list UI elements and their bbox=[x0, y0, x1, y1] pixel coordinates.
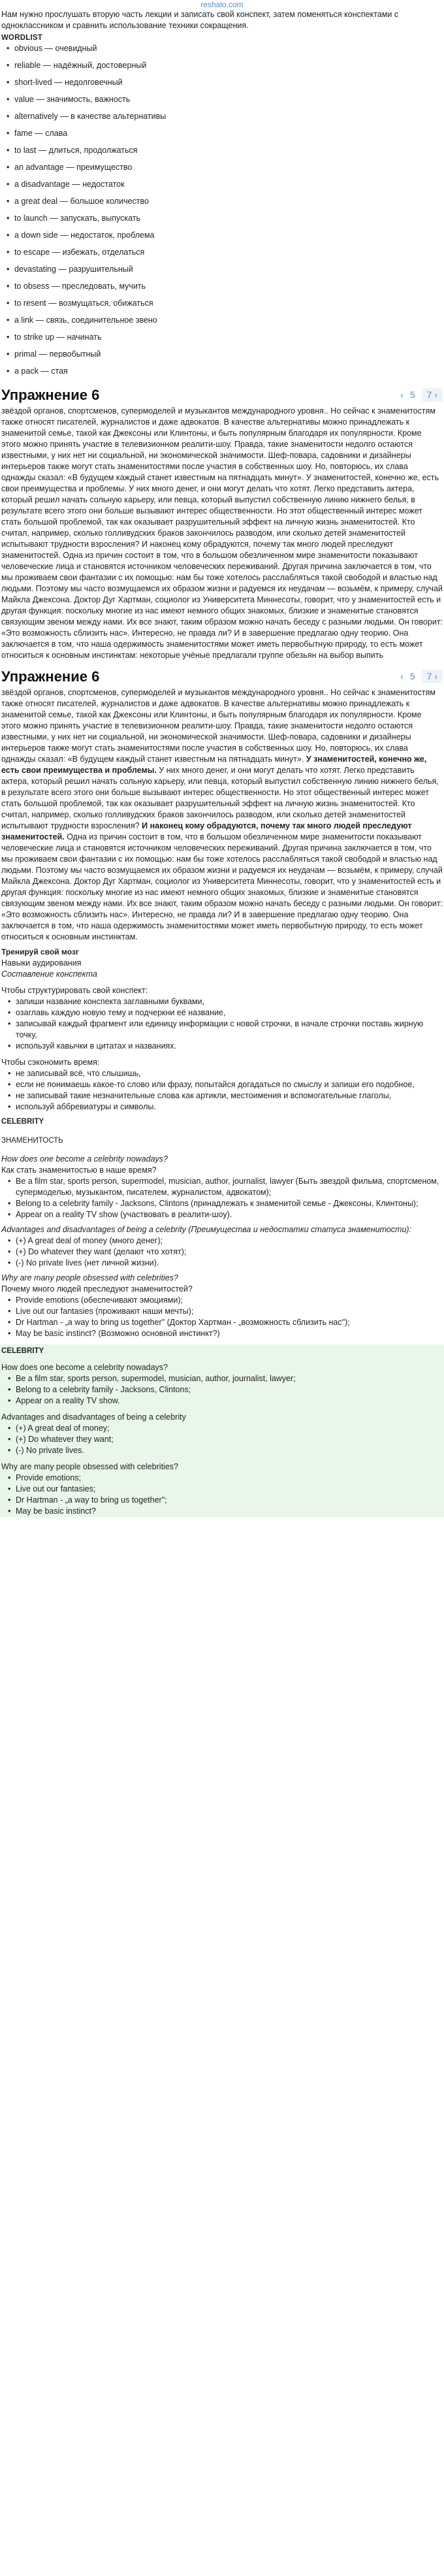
exercise-title: Упражнение 6 bbox=[1, 386, 100, 403]
list-item: • Provide emotions; bbox=[1, 1473, 443, 1484]
wordlist-item: • an advantage — преимущество bbox=[0, 163, 444, 180]
green-title: CELEBRITY bbox=[1, 1347, 44, 1355]
list-item: • Appear on a reality TV show (участвовать в реалити-шоу). bbox=[1, 1209, 443, 1220]
pager-2 bbox=[400, 670, 443, 683]
green-adv-list bbox=[1, 1423, 443, 1456]
wordlist-item: • a pack — стая bbox=[0, 367, 444, 383]
why-question-ru: Почему много людей преследуют знаменитостей? bbox=[1, 1284, 193, 1294]
list-item: • Belong to a celebrity family - Jacksons, Clintons; bbox=[1, 1384, 443, 1395]
how-question-ru: Как стать знаменитостью в наше время? bbox=[1, 1166, 157, 1175]
wordlist-item: • short-lived — недолговечный bbox=[0, 78, 444, 95]
celebrity-notes-box bbox=[0, 1345, 444, 1517]
how-list bbox=[1, 1176, 443, 1220]
list-item: • (+) A great deal of money; bbox=[1, 1423, 443, 1434]
list-item: • Be a film star, sports person, supermodel, musician, author, journalist, lawyer; bbox=[1, 1373, 443, 1384]
wordlist-item: • a down side — недостаток, проблема bbox=[0, 231, 444, 248]
para-part-3: Одна из причин состоит в том, что в большом обезличенном мире знаменитости показывают человеческие лица и становятся источником человеческих переживаний. Другая причина заключается в том, что мы проживаем свои фантазии с их помощью: нам бы тоже хотелось расслабляться такой свободой и властью над людьми. Поэтому мы часто возмущаемся их образом жизни и радуемся их неудачам — возьмём, к примеру, случай Майкла Джексона. Доктор Дуг Хартман, социолог из Университета Миннесоты, говорит, что у знаменитостей есть и другая функция: поскольку многие из нас имеют немного общих знакомых, близкие и знаменитые становятся связующим звеном между нами. Их все знают, таким образом можно начать беседу с разными людьми. Он говорит: «Это возможность сблизить нас». Интересно, не правда ли? И в завершение предлагаю одну теорию. Она заключается в том, что наша одержимость знаменитостями может иметь первобытную природу, то есть может относиться к основным инстинктам. bbox=[1, 832, 443, 941]
prev-arrow-icon[interactable]: ‹ bbox=[400, 389, 404, 400]
save-list bbox=[1, 1068, 443, 1113]
pager bbox=[400, 388, 443, 402]
intro bbox=[0, 9, 444, 31]
why-list bbox=[1, 1295, 443, 1339]
wordlist-item: • fame — слава bbox=[0, 129, 444, 146]
list-item: • используй аббревиатуры и символы. bbox=[1, 1101, 443, 1113]
intro-text: Нам нужно прослушать вторую часть лекции и записать свой конспект, затем поменяться конспектами с одноклассником и сравнить использование техники сокращения. bbox=[1, 10, 399, 30]
fame-heading: ЗНАМЕНИТОСТЬ bbox=[1, 1136, 63, 1145]
exercise-title-2: Упражнение 6 bbox=[1, 668, 100, 685]
wordlist-item: • reliable — надёжный, достоверный bbox=[0, 61, 444, 78]
site-link[interactable]: reshalo.com bbox=[200, 0, 244, 9]
wordlist-item: • to escape — избежать, отделаться bbox=[0, 248, 444, 265]
exercise-text-2 bbox=[0, 687, 444, 943]
green-how-list bbox=[1, 1373, 443, 1407]
wordlist-item: • to obsess — преследовать, мучить bbox=[0, 282, 444, 299]
list-item: • Live out our fantasies (проживают наши мечты); bbox=[1, 1306, 443, 1317]
listen-label: Навыки аудирования bbox=[1, 958, 82, 968]
list-item: • Dr Hartman - „a way to bring us together"; bbox=[1, 1495, 443, 1506]
list-item: • записывай каждый фрагмент или единицу информации с новой строчки, в начале строчки поставь жирную точку, bbox=[1, 1019, 443, 1041]
list-item: • если не понимаешь какое-то слово или фразу, попытайся догадаться по смыслу и запиши его подобное, bbox=[1, 1079, 443, 1090]
structure-list bbox=[1, 996, 443, 1052]
list-item: • озаглавь каждую новую тему и подчеркни её название, bbox=[1, 1007, 443, 1019]
list-item: • не записывай такие незначительные слова как артикли, местоимения и вспомогательные глаголы, bbox=[1, 1090, 443, 1101]
green-why-list bbox=[1, 1473, 443, 1517]
list-item: • (-) No private lives (нет личной жизни). bbox=[1, 1258, 443, 1269]
wordlist-item: • obvious — очевидный bbox=[0, 44, 444, 61]
list-item: • Provide emotions (обеспечивают эмоциями); bbox=[1, 1295, 443, 1306]
wordlist-item: • devastating — разрушительный bbox=[0, 265, 444, 282]
adv-list bbox=[1, 1235, 443, 1269]
list-item: • (+) Do whatever they want (делают что хотят); bbox=[1, 1247, 443, 1258]
adv-title: Advantages and disadvantages of being a celebrity (Преимущества и недостатки статуса знаменитости): bbox=[1, 1225, 412, 1234]
wordlist-item: • value — значимость, важность bbox=[0, 95, 444, 112]
para-part-2: У них много денег, и они могут делать что хотят. Легко представить актера, который решил начать сольную карьеру, или певца, который выпустил собственную линию нижнего белья, в результате всего этого они больше вызывают интерес общественности. Но этот общественный интерес может стать большой проблемой, так как оказывает разрушительный эффект на личную жизнь знаменитостей. Кто считал, например, сколько голливудских браков закончилось разводом, или сколько детей знаменитостей испытывают трудности взросления? bbox=[1, 766, 439, 830]
compose-label: Составление конспекта bbox=[1, 970, 97, 979]
list-item: • используй кавычки в цитатах и названиях. bbox=[1, 1041, 443, 1052]
next-page-button[interactable]: 7 › bbox=[422, 670, 443, 683]
para-bold-2: И наконец кому обрадуются, почему так много людей преследуют знаменитостей. bbox=[1, 821, 412, 841]
list-item: • (+) Do whatever they want; bbox=[1, 1434, 443, 1445]
para-bold-1: У знаменитостей, конечно же, есть свои преимущества и проблемы. bbox=[1, 755, 427, 775]
exercise-header bbox=[0, 383, 444, 406]
exercise-header-2 bbox=[0, 665, 444, 687]
green-adv: Advantages and disadvantages of being a celebrity bbox=[1, 1412, 186, 1422]
list-item: • Belong to a celebrity family - Jacksons, Clintons (принадлежать к знаменитой семье - Джексоны, Клинтоны); bbox=[1, 1198, 443, 1209]
wordlist bbox=[0, 44, 444, 383]
wordlist-item: • to strike up — начинать bbox=[0, 333, 444, 350]
next-page-button[interactable]: 7 › bbox=[422, 388, 443, 402]
exercise-paragraph: звёздой органов, спортсменов, супермоделей и музыкантов международного уровня.. Но сейчас к знаменитостям также относят писателей, журналистов и даже адвокатов. В качестве альтернативы можно принадлежать к знаменитой семье, такой как Джексоны или Клинтоны, и быть популярным благодаря их популярности. Кроме этого можно принять участие в телевизионном реалити-шоу. Правда, такие знаменитости недолго остаются известными, у них нет ни социальной, ни экономической значимости. Шеф-повара, садовники и дизайнеры интерьеров также могут стать знаменитостями после участия в собственных шоу. Но, повторюсь, их слава однажды сказал: «В будущем каждый станет известным на пятнадцать минут». У знаменитостей, конечно же, есть свои преимущества и проблемы. У них много денег, и они могут делать что хотят. Легко представить актера, который решил начать сольную карьеру, или певца, который выпустил собственную линию нижнего белья, в результате всего этого они больше вызывают интерес общественности. Но этот общественный интерес может стать большой проблемой, так как оказывает разрушительный эффект на личную жизнь знаменитостей. Кто считал, например, сколько голливудских браков закончилось разводом, или сколько детей знаменитостей испытывают трудности взросления? И наконец кому обрадуются, почему так много людей преследуют знаменитостей. Одна из причин состоит в том, что в большом обезличенном мире знаменитости показывают человеческие лица и становятся источником человеческих переживаний. Другая причина заключается в том, что мы проживаем свои фантазии с их помощью: нам бы тоже хотелось расслабляться такой свободой и властью над людьми. Поэтому мы часто возмущаемся их образом жизни и радуемся их неудачам — возьмём, к примеру, случай Майкла Джексона. Доктор Дуг Хартман, социолог из Университета Миннесоты, говорит, что у знаменитостей есть и другая функция: поскольку многие из нас имеют немного общих знакомых, близкие и знаменитые становятся связующим звеном между нами. Их все знают, таким образом можно начать беседу с разными людьми. Он говорит: «Это возможность сблизить нас». Интересно, не правда ли? И в завершение предлагаю одну теорию. Она заключается в том, что наша одержимость знаменитостями может иметь первобытную природу, то есть может относиться к основным инстинктам: некоторые учёные предлагали группе обезьян на выбор выпить bbox=[1, 406, 443, 660]
prev-page-number[interactable]: 5 bbox=[409, 389, 415, 400]
save-question: Чтобы сэкономить время: bbox=[1, 1058, 100, 1067]
prev-arrow-icon[interactable]: ‹ bbox=[400, 670, 404, 681]
green-how: How does one become a celebrity nowadays? bbox=[1, 1363, 168, 1372]
wordlist-item: • to resent — возмущаться, обижаться bbox=[0, 299, 444, 316]
wordlist-item: • a link — связь, соединительное звено bbox=[0, 316, 444, 333]
wordlist-title: WORDLIST bbox=[1, 34, 42, 42]
list-item: • Dr Hartman - „a way to bring us together" (Доктор Хартман - „возможность сблизить нас"); bbox=[1, 1317, 443, 1328]
prev-page-number[interactable]: 5 bbox=[409, 670, 415, 681]
exercise-text bbox=[0, 406, 444, 661]
how-question-en: How does one become a celebrity nowadays? bbox=[1, 1154, 168, 1164]
list-item: • Live out our fantasies; bbox=[1, 1484, 443, 1495]
wordlist-item: • a great deal — большое количество bbox=[0, 197, 444, 214]
list-item: • May be basic instinct? (Возможно основной инстинкт?) bbox=[1, 1328, 443, 1339]
list-item: • (-) No private lives. bbox=[1, 1445, 443, 1456]
list-item: • запиши название конспекта заглавными буквами, bbox=[1, 996, 443, 1007]
celebrity-heading: CELEBRITY bbox=[1, 1118, 44, 1126]
structure-question: Чтобы структурировать свой конспект: bbox=[1, 986, 148, 995]
wordlist-item: • a disadvantage — недостаток bbox=[0, 180, 444, 197]
wordlist-item: • primal — первобытный bbox=[0, 350, 444, 367]
notes-section bbox=[0, 947, 444, 1339]
train-title: Тренируй свой мозг bbox=[1, 947, 79, 956]
list-item: • Be a film star, sports person, supermodel, musician, author, journalist, lawyer (Быть звездой фильма, спортсменом, супермоделью, музыкантом, писателем, журналистом, адвокатом); bbox=[1, 1176, 443, 1198]
list-item: • May be basic instinct? bbox=[1, 1506, 443, 1517]
wordlist-item: • to launch — запускать, выпускать bbox=[0, 214, 444, 231]
list-item: • (+) A great deal of money (много денег); bbox=[1, 1235, 443, 1247]
why-question-en: Why are many people obsessed with celebrities? bbox=[1, 1273, 178, 1282]
list-item: • Appear on a reality TV show. bbox=[1, 1395, 443, 1407]
green-why: Why are many people obsessed with celebrities? bbox=[1, 1462, 178, 1471]
para-part-1: звёздой органов, спортсменов, супермоделей и музыкантов международного уровня.. Но сейчас к знаменитостям также относят писателей, журналистов и даже адвокатов. В качестве альтернативы можно принадлежать к знаменитой семье, такой как Джексоны или Клинтоны, и быть популярным благодаря их популярности. Кроме этого можно принять участие в телевизионном реалити-шоу. Правда, такие знаменитости недолго остаются известными, у них нет ни социальной, ни экономической значимости. Шеф-повара, садовники и дизайнеры интерьеров также могут стать знаменитостями после участия в собственных шоу. Но, повторюсь, их слава однажды сказал: «В будущем каждый станет известным на пятнадцать минут». bbox=[1, 688, 436, 764]
exercise-paragraph-2 bbox=[0, 687, 444, 943]
list-item: • не записывай всё, что слышишь, bbox=[1, 1068, 443, 1079]
wordlist-item: • alternatively — в качестве альтернативы bbox=[0, 112, 444, 129]
wordlist-item: • to last — длиться, продолжаться bbox=[0, 146, 444, 163]
